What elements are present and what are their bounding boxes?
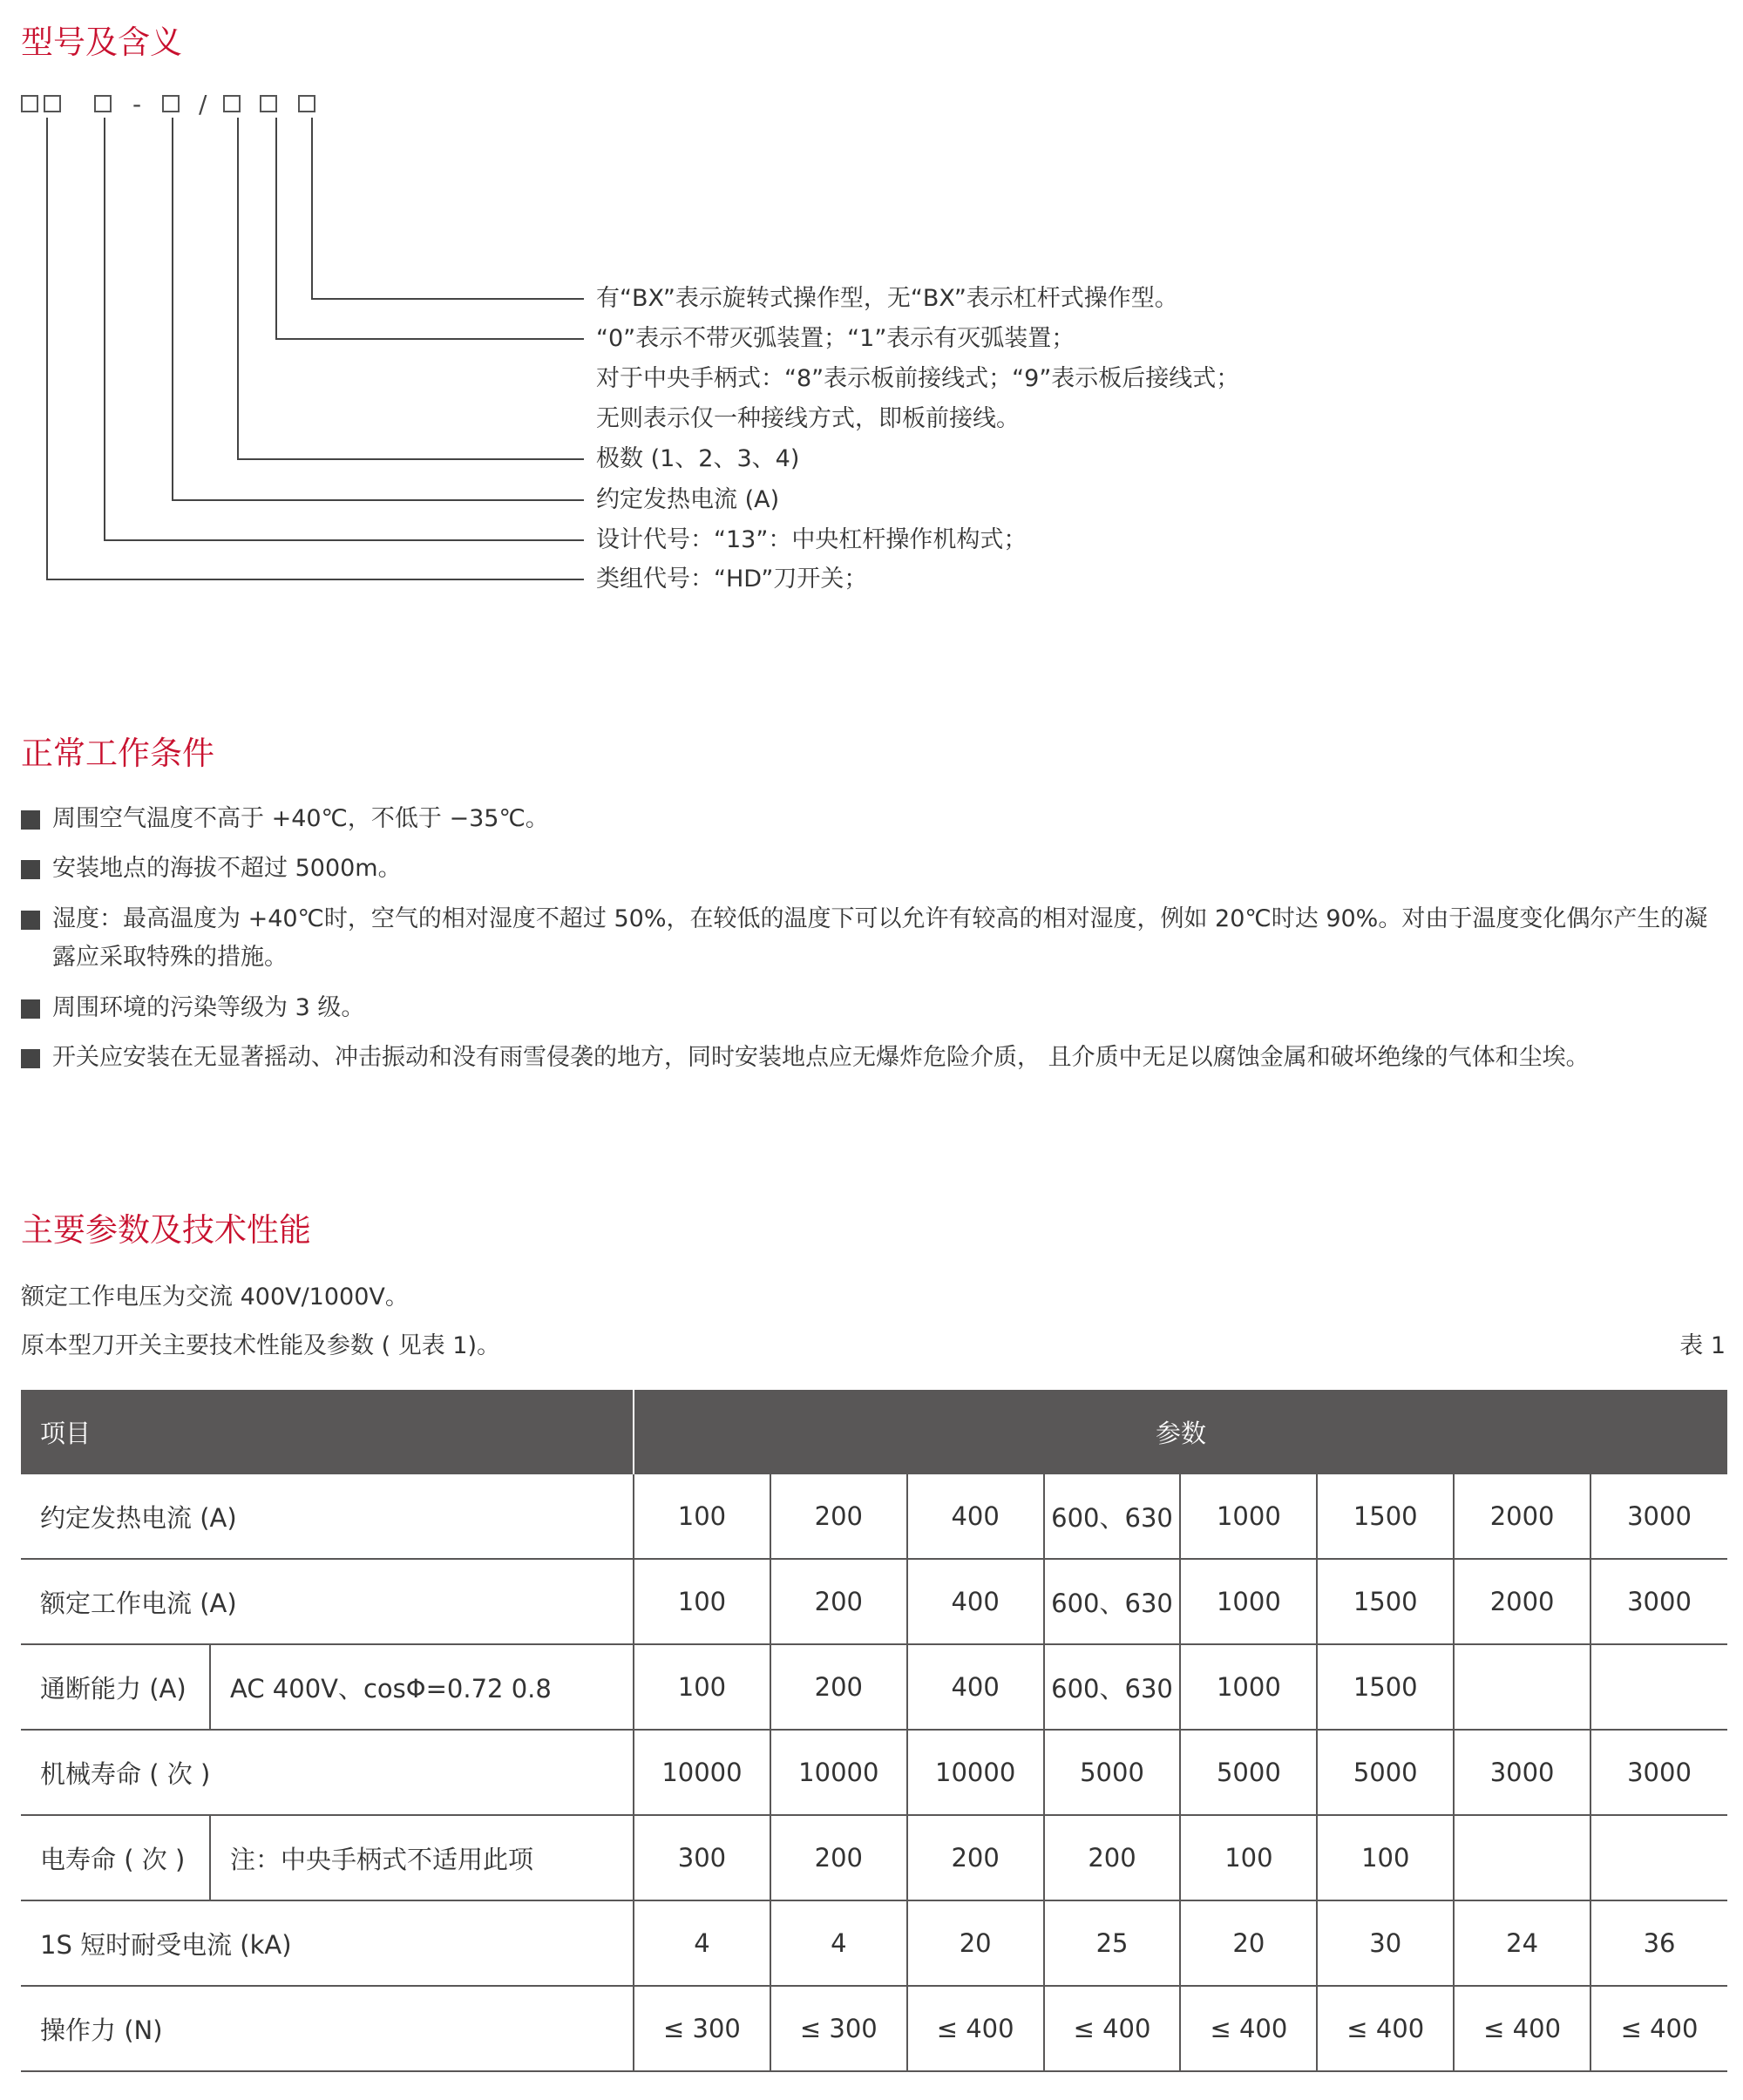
table-cell: ≤ 400 bbox=[1590, 1986, 1727, 2071]
table-cell: 400 bbox=[907, 1474, 1044, 1559]
table-cell: 3000 bbox=[1590, 1474, 1727, 1559]
table-cell: 1500 bbox=[1317, 1474, 1454, 1559]
rated-voltage-text: 额定工作电压为交流 400V/1000V。 bbox=[21, 1284, 409, 1311]
row-label: 电寿命 ( 次 ) bbox=[21, 1815, 210, 1900]
desc-class-code: 类组代号：“HD”刀开关； bbox=[596, 566, 868, 593]
table-cell: 100 bbox=[634, 1559, 770, 1644]
leader-line-design bbox=[105, 118, 584, 540]
table-row bbox=[21, 1986, 1727, 2071]
table-cell: 200 bbox=[770, 1474, 907, 1559]
leader-line-current bbox=[173, 118, 584, 500]
row-label: 机械寿命 ( 次 ) bbox=[21, 1730, 634, 1815]
table-row bbox=[21, 1644, 1727, 1730]
row-condition: 注：中央手柄式不适用此项 bbox=[210, 1815, 634, 1900]
table-cell: 1000 bbox=[1180, 1559, 1317, 1644]
table-cell: 20 bbox=[907, 1900, 1044, 1986]
table-cell: 100 bbox=[634, 1644, 770, 1730]
condition-item: 安装地点的海拔不超过 5000m。 bbox=[21, 850, 1729, 888]
table-cell: 100 bbox=[634, 1474, 770, 1559]
table-cell: 200 bbox=[770, 1815, 907, 1900]
table-cell: ≤ 400 bbox=[1180, 1986, 1317, 2071]
condition-item: 周围环境的污染等级为 3 级。 bbox=[21, 989, 1729, 1027]
table-cell: 10000 bbox=[634, 1730, 770, 1815]
table-cell: 200 bbox=[770, 1644, 907, 1730]
table-row bbox=[21, 1730, 1727, 1815]
leader-line-class bbox=[47, 118, 584, 579]
row-label: 通断能力 (A) bbox=[21, 1644, 210, 1730]
params-section-title: 主要参数及技术性能 bbox=[21, 1211, 311, 1249]
desc-design-code: 设计代号：“13”：中央杠杆操作机构式； bbox=[596, 526, 1027, 553]
table-cell: 4 bbox=[634, 1900, 770, 1986]
table-cell: ≤ 400 bbox=[1454, 1986, 1590, 2071]
square-bullet-icon bbox=[21, 999, 40, 1019]
table-cell: 200 bbox=[770, 1559, 907, 1644]
leader-line-arc bbox=[276, 118, 584, 339]
table-cell bbox=[1454, 1815, 1590, 1900]
square-bullet-icon bbox=[21, 911, 40, 930]
table-cell bbox=[1590, 1644, 1727, 1730]
condition-item: 湿度：最高温度为 +40℃时，空气的相对湿度不超过 50%，在较低的温度下可以允许有较高的相对湿度，例如 20℃时达 90%。对由于温度变化偶尔产生的凝露应采取特殊的措施。 bbox=[21, 900, 1729, 977]
table-cell: ≤ 300 bbox=[634, 1986, 770, 2071]
table-row bbox=[21, 1900, 1727, 1986]
table-cell: 1500 bbox=[1317, 1644, 1454, 1730]
row-label: 约定发热电流 (A) bbox=[21, 1474, 634, 1559]
table-cell: 100 bbox=[1317, 1815, 1454, 1900]
desc-poles: 极数 (1、2、3、4) bbox=[596, 445, 800, 472]
table-header-row bbox=[21, 1390, 1727, 1474]
table-cell: ≤ 400 bbox=[1317, 1986, 1454, 2071]
model-section-title: 型号及含义 bbox=[21, 24, 182, 61]
table-intro-text: 原本型刀开关主要技术性能及参数 ( 见表 1)。 bbox=[21, 1332, 500, 1359]
desc-current: 约定发热电流 (A) bbox=[596, 486, 780, 513]
spec-table bbox=[21, 1390, 1727, 2072]
table-cell: 200 bbox=[1044, 1815, 1181, 1900]
square-bullet-icon bbox=[21, 810, 40, 830]
code-slash: / bbox=[199, 90, 207, 119]
table-cell: 600、630 bbox=[1044, 1559, 1181, 1644]
header-param: 参数 bbox=[634, 1390, 1727, 1474]
table-cell: 600、630 bbox=[1044, 1474, 1181, 1559]
condition-item: 开关应安装在无显著摇动、冲击振动和没有雨雪侵袭的地方，同时安装地点应无爆炸危险介质， 且介质中无足以腐蚀金属和破坏绝缘的气体和尘埃。 bbox=[21, 1039, 1729, 1077]
table-cell: 1000 bbox=[1180, 1644, 1317, 1730]
table-cell: 36 bbox=[1590, 1900, 1727, 1986]
leader-line-bx bbox=[312, 118, 584, 299]
table-cell: 2000 bbox=[1454, 1559, 1590, 1644]
table-cell: 4 bbox=[770, 1900, 907, 1986]
desc-bx: 有“BX”表示旋转式操作型，无“BX”表示杠杆式操作型。 bbox=[596, 285, 1178, 312]
table-cell: 2000 bbox=[1454, 1474, 1590, 1559]
table-cell: 400 bbox=[907, 1644, 1044, 1730]
row-label: 操作力 (N) bbox=[21, 1986, 634, 2071]
code-dash: - bbox=[132, 90, 142, 119]
table-cell: 1500 bbox=[1317, 1559, 1454, 1644]
table-cell: 200 bbox=[907, 1815, 1044, 1900]
table-cell: ≤ 400 bbox=[1044, 1986, 1181, 2071]
table-cell: 3000 bbox=[1454, 1730, 1590, 1815]
table-cell bbox=[1590, 1815, 1727, 1900]
table-cell: ≤ 300 bbox=[770, 1986, 907, 2071]
table-row bbox=[21, 1559, 1727, 1644]
table-cell: 10000 bbox=[770, 1730, 907, 1815]
table-cell: 5000 bbox=[1317, 1730, 1454, 1815]
desc-arc: “0”表示不带灭弧装置；“1”表示有灭弧装置； bbox=[596, 325, 1075, 352]
square-bullet-icon bbox=[21, 1049, 40, 1068]
row-label: 1S 短时耐受电流 (kA) bbox=[21, 1900, 634, 1986]
square-bullet-icon bbox=[21, 860, 40, 879]
table-cell: ≤ 400 bbox=[907, 1986, 1044, 2071]
table-cell: 10000 bbox=[907, 1730, 1044, 1815]
table-cell: 3000 bbox=[1590, 1730, 1727, 1815]
table-cell: 3000 bbox=[1590, 1559, 1727, 1644]
table-cell: 25 bbox=[1044, 1900, 1181, 1986]
table-cell: 600、630 bbox=[1044, 1644, 1181, 1730]
table-row bbox=[21, 1815, 1727, 1900]
table-cell: 1000 bbox=[1180, 1474, 1317, 1559]
conditions-section-title: 正常工作条件 bbox=[21, 735, 214, 772]
desc-wiring-default: 无则表示仅一种接线方式，即板前接线。 bbox=[596, 405, 1020, 432]
row-condition: AC 400V、cosΦ=0.72 0.8 bbox=[210, 1644, 634, 1730]
table-cell: 24 bbox=[1454, 1900, 1590, 1986]
table-cell: 30 bbox=[1317, 1900, 1454, 1986]
header-item: 项目 bbox=[21, 1390, 634, 1474]
row-label: 额定工作电流 (A) bbox=[21, 1559, 634, 1644]
model-leader-lines bbox=[0, 0, 610, 610]
table-cell: 5000 bbox=[1044, 1730, 1181, 1815]
table-cell: 5000 bbox=[1180, 1730, 1317, 1815]
condition-item: 周围空气温度不高于 +40℃，不低于 −35℃。 bbox=[21, 800, 1729, 838]
table-cell bbox=[1454, 1644, 1590, 1730]
table-label: 表 1 bbox=[1679, 1332, 1726, 1359]
table-cell: 20 bbox=[1180, 1900, 1317, 1986]
table-row bbox=[21, 1474, 1727, 1559]
desc-wiring: 对于中央手柄式：“8”表示板前接线式；“9”表示板后接线式； bbox=[596, 365, 1240, 392]
table-cell: 400 bbox=[907, 1559, 1044, 1644]
leader-line-poles bbox=[238, 118, 584, 459]
table-cell: 300 bbox=[634, 1815, 770, 1900]
table-cell: 100 bbox=[1180, 1815, 1317, 1900]
